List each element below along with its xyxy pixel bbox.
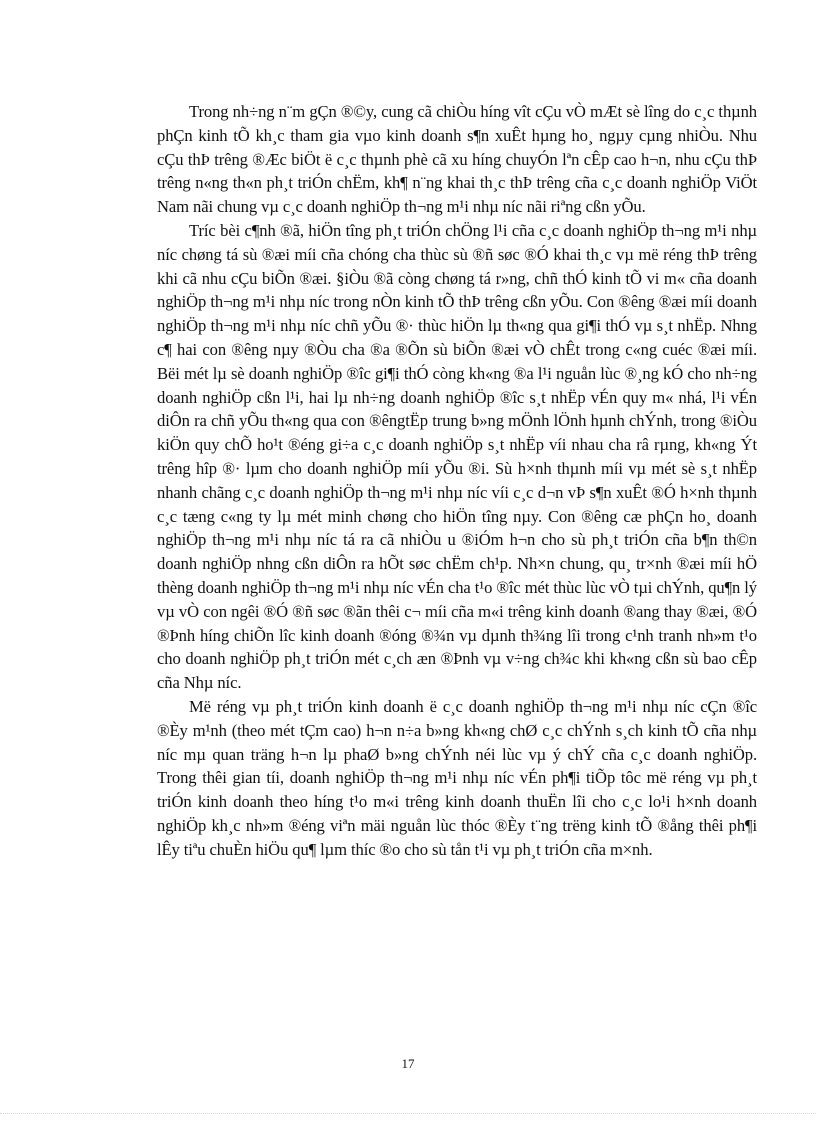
paragraph-1: Trong nh÷ng n¨m gÇn ®©y, cung cã chiÒu híng vît cÇu vÒ mÆt sè lîng do c¸c thµnh phÇn kinh tÕ kh¸c tham gia vµo kinh doanh s¶n xuÊt hµng ho¸ ngµy cµng nhiÒu. Nhu cÇu thÞ trêng ®Æc biÖt ë c¸c thµnh phè cã xu híng chuyÓn lªn cÊp cao h¬n, nhu cÇu thÞ trêng n«ng th«n ph¸t triÓn chËm, kh¶ n¨ng khai th¸c thÞ trêng cña c¸c doanh nghiÖp ViÖt Nam nãi chung vµ c¸c doanh nghiÖp th¬ng m¹i nhµ níc nãi riªng cßn yÕu. [157, 102, 757, 217]
page-bottom-divider [0, 1113, 816, 1114]
body-text [157, 100, 757, 862]
paragraph-3: Më réng vµ ph¸t triÓn kinh doanh ë c¸c doanh nghiÖp th¬ng m¹i nhµ níc cÇn ®îc ®Èy m¹nh (theo mét tÇm cao) h¬n n÷a b»ng kh«ng chØ c¸c chÝnh s¸ch kinh tÕ cña nhµ níc mµ quan träng h¬n lµ phaØ b»ng chÝnh néi lùc vµ ý chÝ cña c¸c doanh nghiÖp. Trong thêi gian tíi, doanh nghiÖp th¬ng m¹i nhµ níc vÉn ph¶i tiÕp tôc më réng vµ ph¸t triÓn kinh doanh theo híng t¹o m«i trêng kinh doanh thuËn lîi cho c¸c lo¹i h×nh doanh nghiÖp kh¸c nh»m ®éng viªn mäi nguån lùc thóc ®Èy t¨ng trëng kinh tÕ ®ång thêi ph¶i lÊy tiªu chuÈn hiÖu qu¶ lµm thíc ®o cho sù tån t¹i vµ ph¸t triÓn cña m×nh. [157, 696, 757, 859]
paragraph-2: Tríc bèi c¶nh ®ã, hiÖn tîng ph¸t triÓn chÖng l¹i cña c¸c doanh nghiÖp th¬ng m¹i nhµ níc chøng tá sù ®æi míi cña chóng cha thùc sù ®ñ søc ®Ó khai th¸c vµ më réng thÞ trêng khi cã nhu cÇu biÕn ®æi. §iÒu ®ã còng chøng tá r»ng, chñ thÓ kinh tÕ vi m« cña doanh nghiÖp th¬ng m¹i nhµ níc trong nÒn kinh tÕ thÞ trêng cßn yÕu. Con ®êng ®æi míi doanh nghiÖp th¬ng m¹i nhµ níc chñ yÕu ®· thùc hiÖn lµ th«ng qua gi¶i thÓ vµ s¸t nhËp. Nhng c¶ hai con ®êng nµy ®Òu cha ®a ®Õn sù biÕn ®æi vÒ chÊt trong c«ng cuéc ®æi míi. Bëi mét lµ sè doanh nghiÖp ®îc gi¶i thÓ còng kh«ng ®a l¹i nguån lùc ®¸ng kÓ cho nh÷ng doanh nghiÖp cßn l¹i, hai lµ nh÷ng doanh nghiÖp ®îc s¸t nhËp vÉn quy m« nhá, l¹i vÉn diÔn ra chñ yÕu th«ng qua con ®êngtËp trung b»ng mÖnh lÖnh hµnh chÝnh, trong ®iÒu kiÖn quy chÕ ho¹t ®éng gi÷a c¸c doanh nghiÖp s¸t nhËp víi nhau cha râ rµng, kh«ng Ýt trêng hîp ®· lµm cho doanh nghiÖp míi yÕu ®i. Sù h×nh thµnh míi vµ mét sè s¸t nhËp nhanh chãng c¸c doanh nghiÖp th¬ng m¹i nhµ níc víi c¸c d¬n vÞ s¶n xuÊt ®Ó h×nh thµnh c¸c tæng c«ng ty lµ mét minh chøng cho hiÖn tîng nµy. Con ®êng cæ phÇn ho¸ doanh nghiÖp th¬ng m¹i nhµ níc tá ra cã nhiÒu u ®iÓm h¬n cho sù ph¸t triÓn cña b¶n th©n doanh nghiÖp nhng cßn diÔn ra hÕt søc chËm ch¹p. Nh×n chung, qu¸ tr×nh ®æi míi hÖ thèng doanh nghiÖp th¬ng m¹i nhµ níc vÉn cha t¹o ®îc mét thùc lùc vÒ tµi chÝnh, qu¶n lý vµ vÒ con ngêi ®Ó ®ñ søc ®ãn thêi c¬ míi cña m«i trêng kinh doanh ®ang thay ®æi, ®Ó ®Þnh híng chiÕn lîc kinh doanh ®óng ®¾n vµ dµnh th¾ng lîi trong c¹nh tranh nh»m t¹o cho doanh nghiÖp ph¸t triÓn mét c¸ch æn ®Þnh vµ v÷ng ch¾c khi kh«ng cßn sù bao cÊp cña Nhµ níc. [157, 220, 757, 693]
page-number: 17 [401, 1056, 415, 1071]
